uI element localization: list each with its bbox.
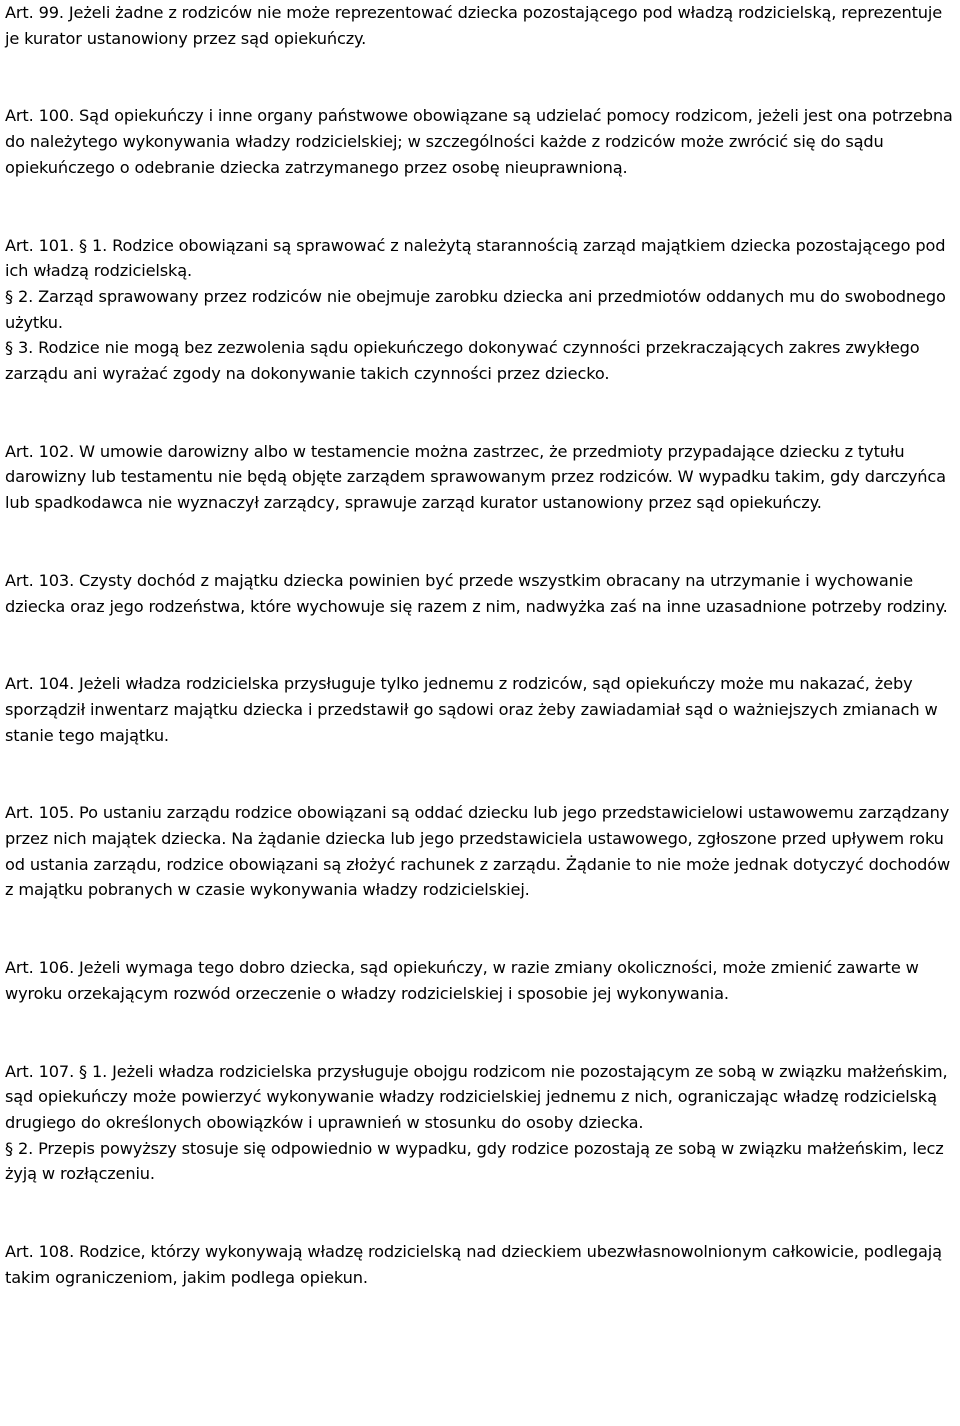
article-paragraph: Art. 107. § 1. Jeżeli władza rodzicielska przysługuje obojgu rodzicom nie pozostającym ze sobą w związku małżeńskim, sąd opiekuńczy może powierzyć wykonywanie władzy rodzicielskiej jednemu z nich, ograniczając władzę rodzicielską drugiego do określonych obowiązków i uprawnień w stosunku do osoby dziecka.	[5, 1061, 948, 1132]
article-102	[5, 439, 955, 516]
article-105	[5, 800, 955, 903]
article-paragraph: Art. 101. § 1. Rodzice obowiązani są sprawować z należytą starannością zarząd majątkiem dziecka pozostającego pod ich władzą rodzicielską.	[5, 235, 946, 281]
article-104	[5, 671, 955, 748]
article-paragraph: Art. 105. Po ustaniu zarządu rodzice obowiązani są oddać dziecku lub jego przedstawicielowi ustawowemu zarządzany przez nich majątek dziecka. Na żądanie dziecka lub jego przedstawiciela ustawowego, zgłoszone przed upływem roku od ustania zarządu, rodzice obowiązani są złożyć rachunek z zarządu. Żądanie to nie może jednak dotyczyć dochodów z majątku pobranych w czasie wykonywania władzy rodzicielskiej.	[5, 803, 951, 900]
article-paragraph: Art. 99. Jeżeli żadne z rodziców nie może reprezentować dziecka pozostającego pod władzą rodzicielską, reprezentuje je kurator ustanowiony przez sąd opiekuńczy.	[5, 3, 943, 48]
article-paragraph: Art. 106. Jeżeli wymaga tego dobro dziecka, sąd opiekuńczy, w razie zmiany okoliczności, może zmienić zawarte w wyroku orzekającym rozwód orzeczenie o władzy rodzicielskiej i sposobie jej wykonywania.	[5, 958, 919, 1003]
article-108	[5, 1239, 955, 1290]
article-101	[5, 233, 955, 387]
article-paragraph: Art. 100. Sąd opiekuńczy i inne organy państwowe obowiązane są udzielać pomocy rodzicom, jeżeli jest ona potrzebna do należytego wykonywania władzy rodzicielskiej; w szczególności każde z rodziców może zwrócić się do sądu opiekuńczego o odebranie dziecka zatrzymanego przez osobę nieuprawnioną.	[5, 106, 953, 177]
article-103	[5, 568, 955, 619]
document-page	[5, 0, 955, 1291]
article-paragraph: Art. 104. Jeżeli władza rodzicielska przysługuje tylko jednemu z rodziców, sąd opiekuńczy może mu nakazać, żeby sporządził inwentarz majątku dziecka i przedstawił go sądowi oraz żeby zawiadamiał sąd o ważniejszych zmianach w stanie tego majątku.	[5, 674, 938, 745]
article-paragraph: Art. 108. Rodzice, którzy wykonywają władzę rodzicielską nad dzieckiem ubezwłasnowolnionym całkowicie, podlegają takim ograniczeniom, jakim podlega opiekun.	[5, 1242, 942, 1287]
article-paragraph: Art. 102. W umowie darowizny albo w testamencie można zastrzec, że przedmioty przypadające dziecku z tytułu darowizny lub testamentu nie będą objęte zarządem sprawowanym przez rodziców. W wypadku takim, gdy darczyńca lub spadkodawca nie wyznaczył zarządcy, sprawuje zarząd kurator ustanowiony przez sąd opiekuńczy.	[5, 441, 946, 513]
article-paragraph: Art. 103. Czysty dochód z majątku dziecka powinien być przede wszystkim obracany na utrzymanie i wychowanie dziecka oraz jego rodzeństwa, które wychowuje się razem z nim, nadwyżka zaś na inne uzasadnione potrzeby rodziny.	[5, 570, 948, 616]
article-100	[5, 103, 955, 180]
article-99	[5, 0, 955, 51]
article-paragraph: § 2. Przepis powyższy stosuje się odpowiednio w wypadku, gdy rodzice pozostają ze sobą w związku małżeńskim, lecz żyją w rozłączeniu.	[5, 1138, 944, 1184]
article-paragraph: § 2. Zarząd sprawowany przez rodziców nie obejmuje zarobku dziecka ani przedmiotów oddanych mu do swobodnego użytku.	[5, 286, 946, 332]
article-paragraph: § 3. Rodzice nie mogą bez zezwolenia sądu opiekuńczego dokonywać czynności przekraczających zakres zwykłego zarządu ani wyrażać zgody na dokonywanie takich czynności przez dziecko.	[5, 338, 920, 384]
article-106	[5, 955, 955, 1006]
article-107	[5, 1059, 955, 1188]
